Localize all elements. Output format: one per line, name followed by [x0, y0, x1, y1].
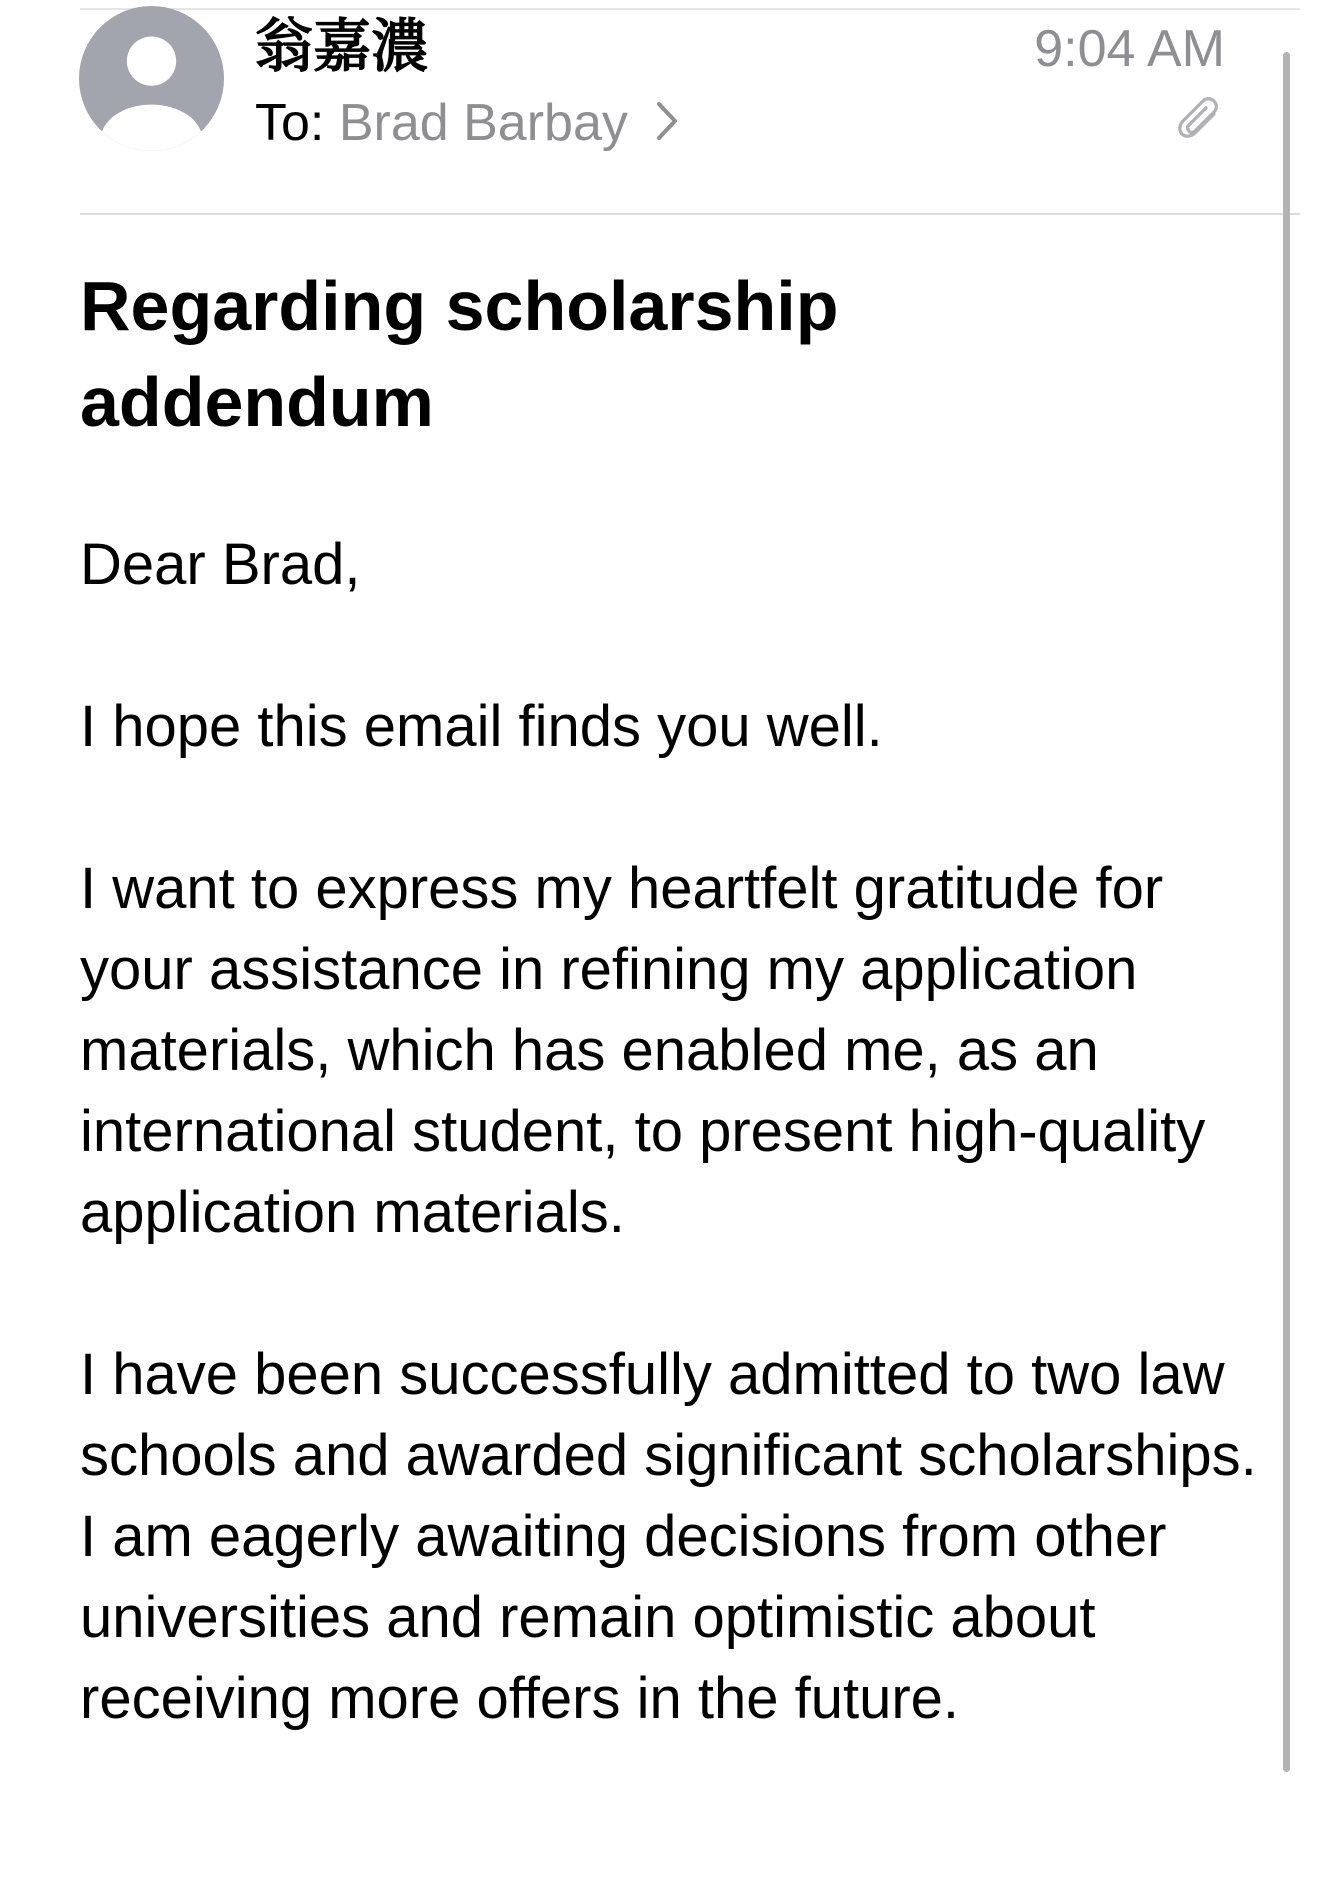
email-body [80, 524, 1260, 1820]
email-subject: Regarding scholarship addendum [80, 267, 839, 441]
to-label: To: [255, 94, 325, 152]
chevron-right-icon[interactable] [656, 101, 678, 141]
body-paragraph-greeting: Dear Brad, [80, 532, 361, 597]
body-paragraph: I want to express my heartfelt gratitude for your assistance in refining my application materials, which has enabled me, as an international student, to present high-quality application materials. [80, 856, 1206, 1245]
paperclip-icon[interactable] [1176, 96, 1224, 152]
sender-name[interactable]: 翁嘉濃 [255, 12, 430, 80]
scrollbar[interactable] [1283, 52, 1290, 1772]
timestamp: 9:04 AM [1034, 20, 1225, 78]
body-paragraph: I have been successfully admitted to two law schools and awarded significant scholarships. I am eagerly awaiting decisions from other universities and remain optimistic about receiving more offers in the future. [80, 1342, 1257, 1731]
avatar-icon[interactable] [79, 6, 224, 151]
body-paragraph: I hope this email finds you well. [80, 694, 883, 759]
recipient-name[interactable]: Brad Barbay [338, 94, 628, 152]
header-divider [80, 213, 1300, 215]
recipient-row[interactable] [255, 88, 678, 158]
